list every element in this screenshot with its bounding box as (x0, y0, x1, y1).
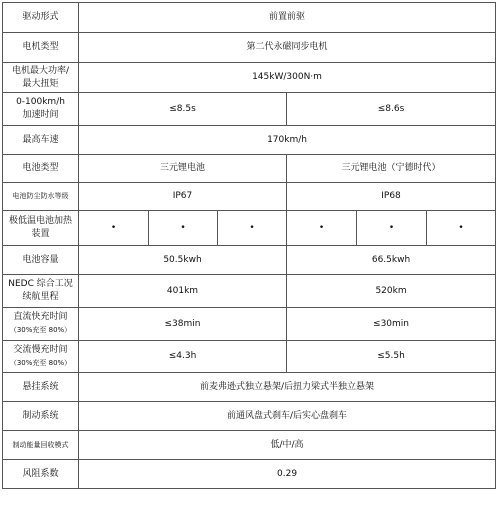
row-label-battery-type: 电池类型 (3, 155, 79, 183)
row-value-dc-charge-right: ≤30min (287, 308, 496, 341)
label-line: 直流快充时间 (13, 312, 68, 322)
row-label-max-power (3, 63, 79, 93)
label-line: NEDC 综合工况 (8, 279, 73, 289)
table-row (3, 126, 496, 155)
row-value-acceleration-right: ≤8.6s (287, 93, 496, 126)
dot-mark: • (218, 211, 287, 246)
table-row (3, 246, 496, 275)
label-line: 电机最大功率/ (11, 65, 70, 76)
label-line: 0-100km/h (16, 97, 65, 107)
table-row (3, 460, 496, 489)
table-row (3, 308, 496, 341)
label-line: （30%充至 80%） (9, 358, 72, 367)
row-value-battery-capacity-left: 50.5kwh (79, 246, 287, 275)
row-label-suspension: 悬挂系统 (3, 373, 79, 402)
row-value-battery-capacity-right: 66.5kwh (287, 246, 496, 275)
row-label-top-speed: 最高车速 (3, 126, 79, 155)
table-row (3, 155, 496, 183)
table-row (3, 373, 496, 402)
row-label-motor-type: 电机类型 (3, 33, 79, 63)
row-value-regen-mode: 低/中/高 (79, 431, 496, 460)
label-line: （30%充至 80%） (9, 326, 72, 334)
row-value-max-power: 145kW/300N·m (79, 63, 496, 93)
row-label-battery-capacity: 电池容量 (3, 246, 79, 275)
row-label-brakes: 制动系统 (3, 402, 79, 431)
row-label-battery-heater (3, 211, 79, 246)
row-value-acceleration-left: ≤8.5s (79, 93, 287, 126)
label-line: 极低温电池加热 (8, 216, 72, 226)
label-line: 装置 (31, 229, 50, 239)
spec-table-container (2, 2, 495, 489)
table-row (3, 183, 496, 211)
row-label-drive: 驱动形式 (3, 3, 79, 33)
spec-table (2, 2, 496, 489)
table-row (3, 3, 496, 33)
dot-mark: • (427, 211, 496, 246)
row-value-brakes: 前通风盘式刹车/后实心盘刹车 (79, 402, 496, 431)
row-label-nedc-range (3, 275, 79, 308)
table-row (3, 275, 496, 308)
row-value-ac-charge-left: ≤4.3h (79, 341, 287, 373)
row-value-battery-type-left: 三元锂电池 (79, 155, 287, 183)
dot-mark: • (149, 211, 218, 246)
label-line: 最大扭矩 (22, 78, 59, 89)
table-row (3, 431, 496, 460)
table-row (3, 33, 496, 63)
row-label-ip-rating: 电池防尘防水等级 (3, 183, 79, 211)
dot-mark: • (79, 211, 149, 246)
table-row (3, 211, 496, 246)
row-label-dc-charge (3, 308, 79, 341)
row-value-drag-coefficient: 0.29 (79, 460, 496, 489)
label-line: 交流慢充时间 (13, 344, 68, 355)
row-label-ac-charge (3, 341, 79, 373)
table-row (3, 402, 496, 431)
row-value-ip-rating-right: IP68 (287, 183, 496, 211)
row-value-drive: 前置前驱 (79, 3, 496, 33)
table-row (3, 341, 496, 373)
dot-mark: • (287, 211, 357, 246)
row-value-dc-charge-left: ≤38min (79, 308, 287, 341)
row-value-battery-type-right: 三元锂电池（宁德时代） (287, 155, 496, 183)
row-value-suspension: 前麦弗逊式独立悬架/后扭力梁式半独立悬架 (79, 373, 496, 402)
label-line: 加速时间 (22, 110, 59, 120)
label-line: 续航里程 (22, 292, 59, 302)
row-label-drag-coefficient: 风阻系数 (3, 460, 79, 489)
row-value-nedc-range-right: 520km (287, 275, 496, 308)
row-label-acceleration (3, 93, 79, 126)
row-value-nedc-range-left: 401km (79, 275, 287, 308)
row-value-ip-rating-left: IP67 (79, 183, 287, 211)
row-value-motor-type: 第二代永磁同步电机 (79, 33, 496, 63)
row-value-top-speed: 170km/h (79, 126, 496, 155)
table-row (3, 93, 496, 126)
table-row (3, 63, 496, 93)
row-value-ac-charge-right: ≤5.5h (287, 341, 496, 373)
row-label-regen-mode: 制动能量回收模式 (3, 431, 79, 460)
dot-mark: • (357, 211, 427, 246)
